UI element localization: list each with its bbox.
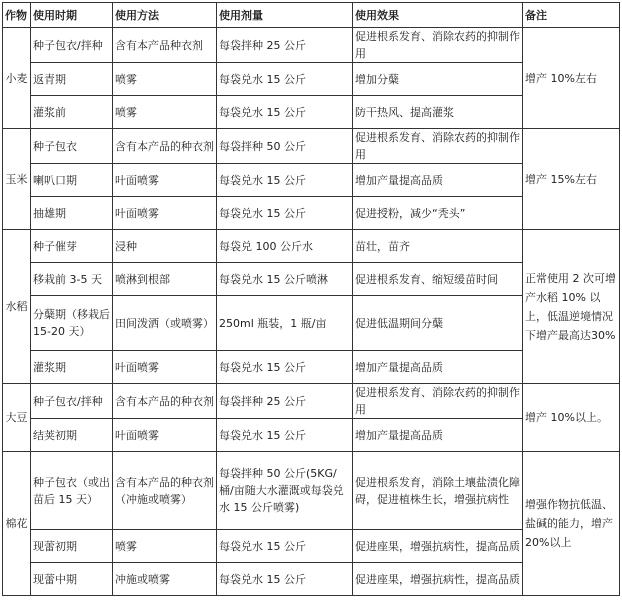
effect-cell: 促进根系发育，消除土壤盐渍化障碍，促进植株生长，增强抗病性 [353, 452, 523, 530]
effect-cell: 苗壮，苗齐 [353, 230, 523, 263]
period-cell: 种子包衣 [31, 129, 113, 164]
table-row [3, 129, 620, 164]
method-cell: 含有本产品的种衣剂 [113, 384, 217, 419]
dosage-cell: 每袋拌种 25 公斤 [217, 28, 353, 63]
effect-cell: 促进根系发育、缩短缓苗时间 [353, 263, 523, 296]
period-cell: 现蕾初期 [31, 530, 113, 563]
period-cell: 移栽前 3-5 天 [31, 263, 113, 296]
period-cell: 返青期 [31, 63, 113, 96]
effect-cell: 促进座果，增强抗病性，提高品质 [353, 563, 523, 596]
dosage-cell: 每袋兑 100 公斤水 [217, 230, 353, 263]
usage-table [2, 2, 620, 596]
method-cell: 叶面喷雾 [113, 197, 217, 230]
period-cell: 分蘖期（移栽后 15-20 天） [31, 296, 113, 351]
note-cell: 增产 10%以上。 [523, 384, 620, 452]
table-row [3, 384, 620, 419]
period-cell: 喇叭口期 [31, 164, 113, 197]
effect-cell: 增加产量提高品质 [353, 164, 523, 197]
effect-cell: 增加分蘖 [353, 63, 523, 96]
period-cell: 种子催芽 [31, 230, 113, 263]
note-cell: 增强作物抗低温、盐碱的能力，增产 20%以上 [523, 452, 620, 596]
dosage-cell: 每袋拌种 25 公斤 [217, 384, 353, 419]
dosage-cell: 每袋兑水 15 公斤 [217, 563, 353, 596]
dosage-cell: 每袋兑水 15 公斤 [217, 351, 353, 384]
header-effect: 使用效果 [353, 3, 523, 28]
header-note: 备注 [523, 3, 620, 28]
effect-cell: 促进座果，增强抗病性，提高品质 [353, 530, 523, 563]
header-dosage: 使用剂量 [217, 3, 353, 28]
period-cell: 种子包衣（或出苗后 15 天） [31, 452, 113, 530]
note-cell: 正常使用 2 次可增产水稻 10% 以上，低温逆境情况下增产最高达30% [523, 230, 620, 384]
period-cell: 种子包衣/拌种 [31, 384, 113, 419]
effect-cell: 增加产量提高品质 [353, 419, 523, 452]
method-cell: 田间泼洒（或喷雾） [113, 296, 217, 351]
note-cell: 增产 15%左右 [523, 129, 620, 230]
method-cell: 叶面喷雾 [113, 419, 217, 452]
period-cell: 抽雄期 [31, 197, 113, 230]
method-cell: 冲施或喷雾 [113, 563, 217, 596]
period-cell: 现蕾中期 [31, 563, 113, 596]
crop-name: 玉米 [3, 129, 31, 230]
dosage-cell: 每袋兑水 15 公斤 [217, 530, 353, 563]
effect-cell: 促进低温期间分蘖 [353, 296, 523, 351]
note-cell: 增产 10%左右 [523, 28, 620, 129]
dosage-cell: 每袋兑水 15 公斤 [217, 164, 353, 197]
table-row [3, 230, 620, 263]
effect-cell: 促进根系发育、消除农药的抑制作用 [353, 384, 523, 419]
header-method: 使用方法 [113, 3, 217, 28]
dosage-cell: 每袋兑水 15 公斤 [217, 63, 353, 96]
crop-name: 水稻 [3, 230, 31, 384]
period-cell: 种子包衣/拌种 [31, 28, 113, 63]
method-cell: 浸种 [113, 230, 217, 263]
method-cell: 喷雾 [113, 96, 217, 129]
crop-name: 小麦 [3, 28, 31, 129]
crop-name: 大豆 [3, 384, 31, 452]
dosage-cell: 每袋兑水 15 公斤 [217, 96, 353, 129]
dosage-cell: 每袋兑水 15 公斤 [217, 419, 353, 452]
table-row [3, 452, 620, 530]
effect-cell: 防干热风、提高灌浆 [353, 96, 523, 129]
header-crop: 作物 [3, 3, 31, 28]
dosage-cell: 250ml 瓶装，1 瓶/亩 [217, 296, 353, 351]
method-cell: 喷雾 [113, 530, 217, 563]
header-row [3, 3, 620, 28]
method-cell: 叶面喷雾 [113, 351, 217, 384]
effect-cell: 促进根系发育、消除农药的抑制作用 [353, 28, 523, 63]
method-cell: 含有本产品的种衣剂（冲施或喷雾） [113, 452, 217, 530]
dosage-cell: 每袋拌种 50 公斤 [217, 129, 353, 164]
period-cell: 结荚初期 [31, 419, 113, 452]
effect-cell: 促进根系发育、消除农药的抑制作用 [353, 129, 523, 164]
method-cell: 含有本产品种衣剂 [113, 28, 217, 63]
table-row [3, 28, 620, 63]
effect-cell: 增加产量提高品质 [353, 351, 523, 384]
crop-name: 棉花 [3, 452, 31, 596]
method-cell: 喷雾 [113, 63, 217, 96]
header-period: 使用时期 [31, 3, 113, 28]
method-cell: 叶面喷雾 [113, 164, 217, 197]
period-cell: 灌浆前 [31, 96, 113, 129]
dosage-cell: 每袋兑水 15 公斤 [217, 197, 353, 230]
method-cell: 含有本产品的种衣剂 [113, 129, 217, 164]
dosage-cell: 每袋兑水 15 公斤喷淋 [217, 263, 353, 296]
dosage-cell: 每袋拌种 50 公斤(5KG/桶/亩随大水灌溉或每袋兑水 15 公斤喷雾) [217, 452, 353, 530]
method-cell: 喷淋到根部 [113, 263, 217, 296]
period-cell: 灌浆期 [31, 351, 113, 384]
effect-cell: 促进授粉，减少“秃头” [353, 197, 523, 230]
